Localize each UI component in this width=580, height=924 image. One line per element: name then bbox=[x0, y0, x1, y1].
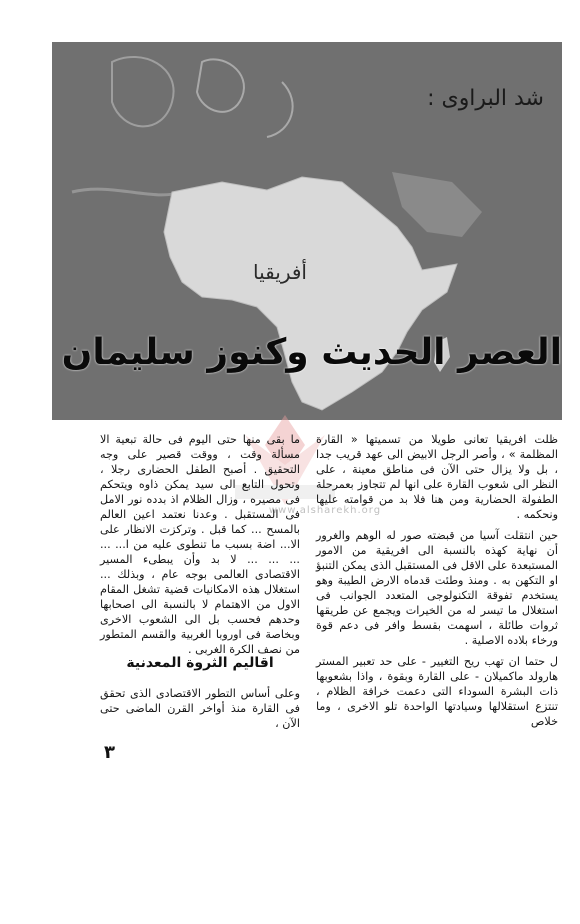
page-number: ٣ bbox=[104, 742, 115, 763]
article-headline: العصر الحديث وكنوز سليمان bbox=[61, 332, 562, 373]
paragraph: وعلى أساس التطور الاقتصادى الذى تحقق فى القارة منذ أواخر القرن الماضى حتى الآن ، bbox=[100, 687, 300, 730]
author-name: شد البراوى : bbox=[427, 86, 544, 111]
section-subheading: اقاليم الثروة المعدنية bbox=[126, 655, 274, 671]
watermark-url: www.alsharekh.org bbox=[268, 505, 382, 516]
paragraph: حين انتقلت آسيا من قبضته صور له الوهم والغرور أن نهاية كهذه بالنسبة الى افريقية من الامور المستبعدة على الاقل فى المستقبل الذى يمكن التنبؤ او التكهن به . ومنذ وطئت قدماه الارض الطيبة وهو يستخدم تفوقة التكنولوجى المتعدد الجوانب فى استغلال ما تيسر له من الخيرات ويجمع عن طريقها ثروات طائلة ، اسهمت بقسط وافر فى دعم قوة ورخاء بلاده الاصلية . bbox=[316, 529, 558, 647]
article-column-left bbox=[100, 432, 300, 663]
section-kicker: أفريقيا bbox=[253, 260, 307, 284]
paragraph: ظلت افريقيا تعانى طويلا من تسميتها « القارة المظلمة » ، وأصر الرجل الابيض الى عهد قريب جدا ، بل ولا يزال حتى الآن فى مناطق معينة ، على النظر الى شعوب القارة على انها لم تتجاوز بعمرحلة الطفولة الحضارية ومن هنا فلا بد من قوامته عليها ونحكمه . bbox=[316, 433, 558, 521]
header-photo-map bbox=[52, 42, 562, 420]
article-column-left-continued bbox=[100, 686, 300, 737]
paragraph: ما بقى منها حتى اليوم فى حالة تبعية الا مسألة وقت ، ووقت قصير على وجه التحقيق . أصبح الطفل الحضارى رجلا ، وتحول التابع الى سيد يمكن ذاوه ويتحكم فى مصيره ، وزال الظلام اذ بدده نور الامل فى المستقبل . وعدنا نعتمد اعين العالم بالمسح ... كما قبل . وتركزت الانظار على الا... اضة بسبب ما تنطوى عليه من ا... ... ... ... ... لا بد وأن يبطىء المسير الاقتصادى العالمى بوجه عام ، وبذلك ... استغلال هذه الامكانيات قضية تشغل المقام الاول من الاهتمام لا بالنسبة الى اصحابها وحدهم فحسب بل الى الشعوب الاخرى وبخاصة فى اوروبا الغربية والقسم المتطور من نصف الكرة الغربى . bbox=[100, 433, 300, 656]
article-column-right bbox=[316, 432, 558, 735]
paragraph: ل حتما ان تهب ريح التغيير - على حد تعبير المستر هارولد ماكميلان - على القارة وبقوة ، واذا بشعوبها ذات البشرة السوداء التى دعمت خرافة الظلام ، تنتزع استقلالها وسيادتها الواحدة تلو الاخرى ، وما خلاص bbox=[316, 655, 558, 728]
